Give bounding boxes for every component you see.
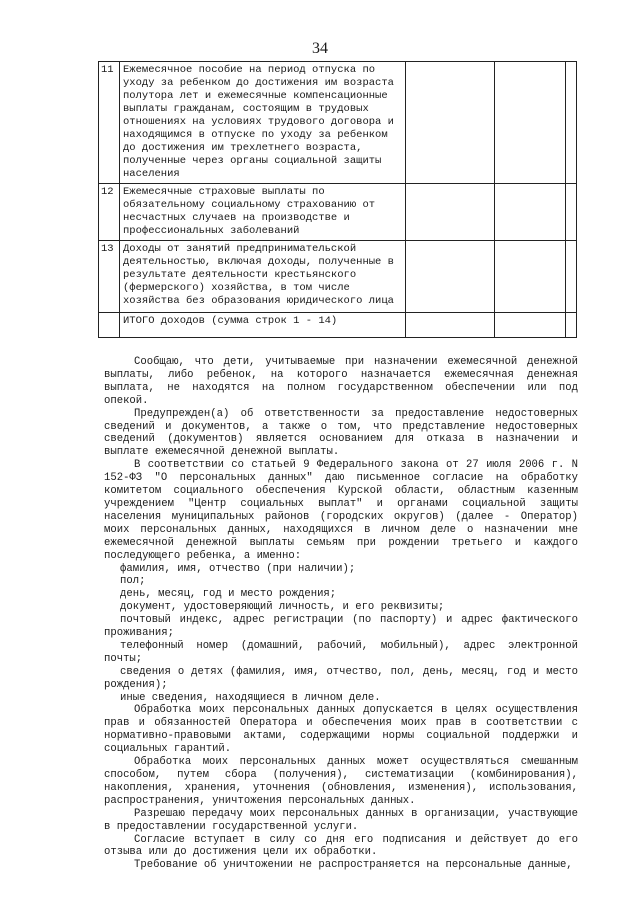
row-number: 13 [99,241,120,313]
page-number: 34 [312,40,328,57]
table-row [99,184,577,241]
list-item: иные сведения, находящиеся в личном деле. [120,691,381,704]
amount-cell [406,184,495,241]
table-row [99,313,577,338]
amount-cell [566,313,577,338]
table-row [99,241,577,313]
amount-cell [495,313,566,338]
income-table [98,61,577,338]
amount-cell [566,241,577,313]
paragraph: Обработка моих персональных данных допускается в целях осуществления прав и обязанностей Оператора и обеспечения моих прав в соответствии с нормативно-правовыми актами, содержащими нормы социальной поддержки и социальных гарантий. [104,704,578,756]
list-item: пол; [120,575,146,588]
row-description: Доходы от занятий предпринимательской деятельностью, включая доходы, полученные в результате деятельности крестьянского (фермерского) хозяйства, в том числе хозяйства без образования юридического лица [120,241,406,313]
list-item: день, месяц, год и место рождения; [120,588,337,601]
amount-cell [406,62,495,184]
paragraph: Сообщаю, что дети, учитываемые при назначении ежемесячной денежной выплаты, либо ребенок, на которого назначается ежемесячная денежная выплата, не находятся на полном государственном обеспечении или под опекой. [104,356,578,407]
list-item: сведения о детях (фамилия, имя, отчество, пол, день, месяц, год и место рождения); [104,665,578,691]
paragraph: Обработка моих персональных данных может осуществляться смешанным способом, путем сбора (получения), систематизации (комбинирования), накопления, хранения, уточнения (обновления, изменения), использования, распространения, уничтожения персональных данных. [104,756,578,807]
paragraph: Предупрежден(а) об ответственности за предоставление недостоверных сведений и документов, а также о том, что представление недостоверных сведений (документов) является основанием для отказа в назначении и выплате ежемесячной денежной выплаты. [104,407,578,459]
paragraph: Требование об уничтожении не распространяется на персональные данные, [134,859,573,872]
paragraph: В соответствии со статьей 9 Федерального закона от 27 июля 2006 г. N 152-ФЗ "О персональных данных" даю письменное согласие на обработку комитетом социального обеспечения Курской области, областным казенным учреждением "Центр социальных выплат" и органами социальной защиты населения муниципальных районов (городских округов) (далее - Оператор) моих персональных данных, находящихся в личном деле о назначении мне ежемесячной денежной выплаты семьям при рождении третьего и каждого последующего ребенка, а именно: [104,459,578,562]
list-item: почтовый индекс, адрес регистрации (по паспорту) и адрес фактического проживания; [104,614,578,640]
row-number [99,313,120,338]
table-row [99,62,577,184]
amount-cell [495,184,566,241]
row-number: 11 [99,62,120,184]
amount-cell [566,184,577,241]
paragraph: Согласие вступает в силу со дня его подписания и действует до его отзыва или до достижения цели их обработки. [104,833,578,859]
amount-cell [406,313,495,338]
list-item: документ, удостоверяющий личность, и его реквизиты; [120,601,445,614]
list-item: фамилия, имя, отчество (при наличии); [120,562,356,575]
income-table-body [99,62,577,338]
amount-cell [495,62,566,184]
amount-cell [406,241,495,313]
row-description: Ежемесячное пособие на период отпуска по уходу за ребенком до достижения им возраста полутора лет и ежемесячные компенсационные выплаты гражданам, состоящим в трудовых отношениях на условиях трудового договора и находящимся в отпуске по уходу за ребенком до достижения им трехлетнего возраста, полученные через органы социальной защиты населения [120,62,406,184]
amount-cell [495,241,566,313]
consent-text [104,356,578,872]
list-item: телефонный номер (домашний, рабочий, мобильный), адрес электронной почты; [104,639,578,665]
amount-cell [566,62,577,184]
paragraph: Разрешаю передачу моих персональных данных в организации, участвующие в предоставлении государственной услуги. [104,807,578,833]
row-number: 12 [99,184,120,241]
row-description: ИТОГО доходов (сумма строк 1 - 14) [120,313,406,338]
row-description: Ежемесячные страховые выплаты по обязательному социальному страхованию от несчастных случаев на производстве и профессиональных заболеваний [120,184,406,241]
